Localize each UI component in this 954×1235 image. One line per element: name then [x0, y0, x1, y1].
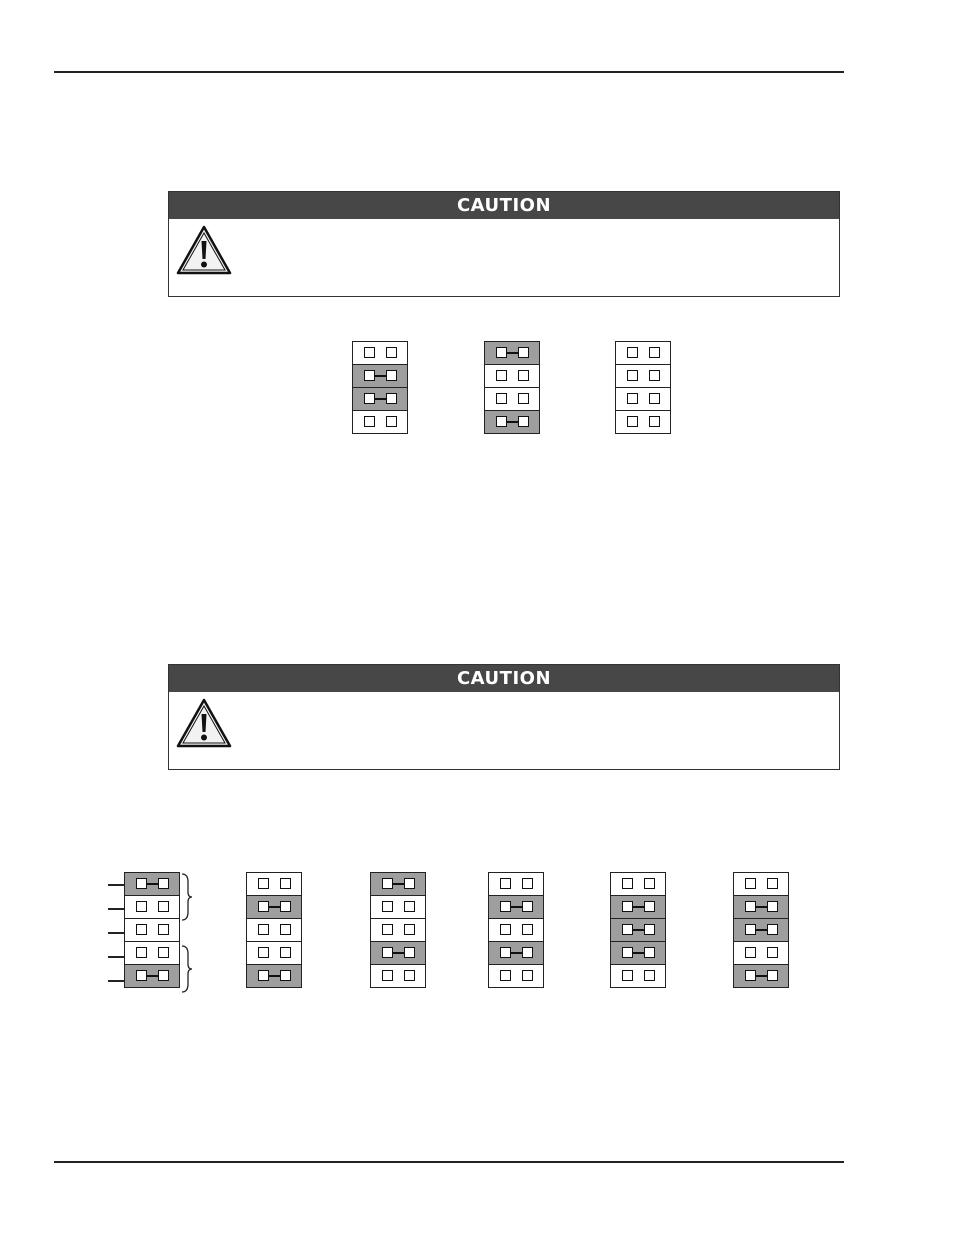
jumper-link: [393, 952, 404, 954]
jumper-link: [756, 929, 767, 931]
pin-left: [382, 924, 393, 935]
jumper-installed: [125, 873, 179, 895]
pin-left: [496, 416, 507, 427]
jumper-block-4: [124, 872, 180, 988]
jumper-installed: [247, 964, 301, 987]
pin-left: [258, 878, 269, 889]
pin-right: [404, 970, 415, 981]
pin-right: [158, 878, 169, 889]
jumper-open: [485, 387, 539, 410]
pin-left: [745, 947, 756, 958]
pin-pointer-line: [108, 932, 124, 934]
jumper-link: [633, 952, 644, 954]
pin-left: [136, 947, 147, 958]
jumper-open: [616, 410, 670, 433]
pin-right: [518, 370, 529, 381]
pin-left: [382, 947, 393, 958]
caution-box-2: [168, 664, 840, 770]
pin-right: [404, 901, 415, 912]
pin-left: [622, 947, 633, 958]
pin-left: [382, 878, 393, 889]
pin-right: [280, 901, 291, 912]
pin-left: [500, 924, 511, 935]
pin-left: [745, 924, 756, 935]
jumper-open: [125, 895, 179, 918]
pin-right: [280, 947, 291, 958]
pin-pointer-line: [108, 884, 124, 886]
pin-left: [136, 901, 147, 912]
jumper-open: [616, 387, 670, 410]
jumper-link: [269, 906, 280, 908]
pin-pointer-line: [108, 980, 124, 982]
jumper-open: [734, 873, 788, 895]
caution-heading-1: CAUTION: [169, 192, 839, 219]
pin-right: [649, 393, 660, 404]
pin-right: [767, 901, 778, 912]
jumper-installed: [353, 364, 407, 387]
jumper-installed: [125, 964, 179, 987]
jumper-link: [147, 975, 158, 977]
jumper-open: [125, 941, 179, 964]
pin-left: [500, 901, 511, 912]
jumper-open: [353, 410, 407, 433]
jumper-link: [507, 352, 518, 354]
pin-left: [364, 416, 375, 427]
pin-left: [382, 901, 393, 912]
pin-right: [522, 924, 533, 935]
pin-right: [404, 947, 415, 958]
jumper-installed: [489, 895, 543, 918]
jumper-open: [125, 918, 179, 941]
jumper-open: [489, 918, 543, 941]
jumper-open: [616, 342, 670, 364]
pin-right: [158, 970, 169, 981]
pin-left: [627, 347, 638, 358]
pin-right: [386, 393, 397, 404]
jumper-installed: [485, 342, 539, 364]
jumper-installed: [734, 964, 788, 987]
pin-right: [280, 878, 291, 889]
pin-left: [500, 878, 511, 889]
pin-left: [136, 924, 147, 935]
pin-left: [745, 970, 756, 981]
jumper-open: [485, 364, 539, 387]
pin-left: [258, 901, 269, 912]
jumper-block-8: [610, 872, 666, 988]
jumper-block-5: [246, 872, 302, 988]
pin-left: [745, 901, 756, 912]
pin-right: [518, 393, 529, 404]
jumper-open: [616, 364, 670, 387]
jumper-open: [371, 964, 425, 987]
pin-pointer-line: [108, 956, 124, 958]
jumper-open: [611, 964, 665, 987]
caution-heading-2: CAUTION: [169, 665, 839, 692]
pin-left: [745, 878, 756, 889]
pin-right: [386, 416, 397, 427]
pin-left: [622, 901, 633, 912]
pin-left: [496, 347, 507, 358]
pin-right: [644, 970, 655, 981]
pin-left: [500, 947, 511, 958]
jumper-link: [756, 906, 767, 908]
pin-left: [364, 393, 375, 404]
pin-right: [649, 416, 660, 427]
jumper-block-3: [615, 341, 671, 434]
caution-box-1: [168, 191, 840, 297]
pin-left: [382, 970, 393, 981]
pin-right: [386, 370, 397, 381]
jumper-block-2: [484, 341, 540, 434]
pin-right: [767, 924, 778, 935]
jumper-installed: [247, 895, 301, 918]
jumper-installed: [485, 410, 539, 433]
pin-right: [644, 878, 655, 889]
jumper-open: [247, 873, 301, 895]
bottom-rule: [54, 1161, 844, 1163]
pin-left: [364, 370, 375, 381]
pin-pointer-line: [108, 908, 124, 910]
pin-left: [136, 970, 147, 981]
jumper-link: [147, 883, 158, 885]
pin-left: [496, 393, 507, 404]
pin-right: [649, 370, 660, 381]
jumper-link: [756, 975, 767, 977]
pin-right: [522, 970, 533, 981]
jumper-installed: [734, 918, 788, 941]
jumper-installed: [353, 387, 407, 410]
jumper-block-6: [370, 872, 426, 988]
group-brace-top: [180, 872, 194, 922]
pin-left: [136, 878, 147, 889]
jumper-link: [393, 883, 404, 885]
pin-right: [404, 924, 415, 935]
jumper-installed: [611, 941, 665, 964]
jumper-open: [489, 964, 543, 987]
pin-right: [386, 347, 397, 358]
pin-right: [767, 947, 778, 958]
jumper-block-9: [733, 872, 789, 988]
jumper-link: [375, 375, 386, 377]
pin-left: [496, 370, 507, 381]
jumper-installed: [489, 941, 543, 964]
jumper-open: [247, 941, 301, 964]
jumper-link: [633, 906, 644, 908]
pin-right: [649, 347, 660, 358]
jumper-installed: [611, 918, 665, 941]
jumper-open: [353, 342, 407, 364]
jumper-installed: [734, 895, 788, 918]
pin-left: [627, 393, 638, 404]
warning-triangle-icon: [176, 225, 232, 277]
jumper-installed: [611, 895, 665, 918]
jumper-block-7: [488, 872, 544, 988]
pin-left: [622, 924, 633, 935]
pin-right: [280, 970, 291, 981]
pin-right: [522, 901, 533, 912]
pin-right: [158, 947, 169, 958]
pin-left: [622, 970, 633, 981]
pin-right: [644, 924, 655, 935]
pin-right: [158, 924, 169, 935]
jumper-open: [489, 873, 543, 895]
pin-right: [280, 924, 291, 935]
pin-left: [258, 947, 269, 958]
pin-right: [767, 878, 778, 889]
jumper-open: [734, 941, 788, 964]
jumper-link: [269, 975, 280, 977]
pin-left: [500, 970, 511, 981]
warning-triangle-icon: [176, 698, 232, 750]
pin-left: [622, 878, 633, 889]
jumper-link: [375, 398, 386, 400]
jumper-open: [371, 895, 425, 918]
group-brace-bottom: [180, 944, 194, 994]
pin-right: [644, 901, 655, 912]
pin-right: [518, 416, 529, 427]
pin-right: [158, 901, 169, 912]
pin-right: [404, 878, 415, 889]
top-rule: [54, 71, 844, 73]
jumper-block-1: [352, 341, 408, 434]
jumper-link: [511, 952, 522, 954]
pin-left: [627, 416, 638, 427]
pin-left: [258, 970, 269, 981]
jumper-open: [611, 873, 665, 895]
pin-right: [518, 347, 529, 358]
pin-right: [522, 947, 533, 958]
pin-left: [364, 347, 375, 358]
pin-right: [767, 970, 778, 981]
pin-left: [627, 370, 638, 381]
jumper-link: [507, 421, 518, 423]
jumper-link: [633, 929, 644, 931]
jumper-installed: [371, 941, 425, 964]
jumper-open: [247, 918, 301, 941]
jumper-installed: [371, 873, 425, 895]
pin-right: [522, 878, 533, 889]
jumper-link: [511, 906, 522, 908]
jumper-open: [371, 918, 425, 941]
pin-left: [258, 924, 269, 935]
pin-right: [644, 947, 655, 958]
